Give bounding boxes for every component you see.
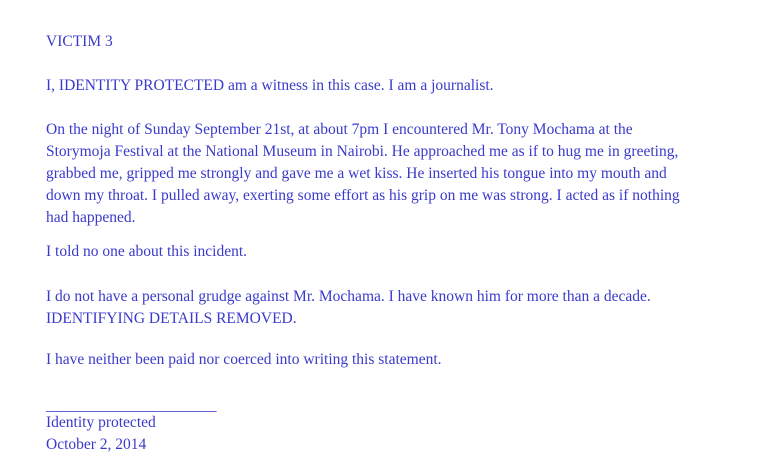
told-no-one-paragraph: I told no one about this incident. xyxy=(46,243,248,260)
payment-paragraph: I have neither been paid nor coerced into writing this statement. xyxy=(46,351,442,368)
account-line: Storymoja Festival at the National Museum in Nairobi. He approached me as if to hug me in greeting, xyxy=(46,143,679,160)
account-line: had happened. xyxy=(46,209,136,226)
account-line: On the night of Sunday September 21st, at about 7pm I encountered Mr. Tony Mochama at the xyxy=(46,121,633,138)
signature-name: Identity protected xyxy=(46,414,156,431)
signature-date: October 2, 2014 xyxy=(46,436,147,453)
signature-line: ______________________ xyxy=(46,397,217,414)
account-line: grabbed me, gripped me strongly and gave me a wet kiss. He inserted his tongue into my mouth and xyxy=(46,165,667,182)
account-line: down my throat. I pulled away, exerting some effort as his grip on me was strong. I acted as if nothing xyxy=(46,187,680,204)
grudge-line: IDENTIFYING DETAILS REMOVED. xyxy=(46,310,297,327)
document-heading: VICTIM 3 xyxy=(46,33,113,50)
grudge-line: I do not have a personal grudge against Mr. Mochama. I have known him for more than a decade. xyxy=(46,288,651,305)
intro-paragraph: I, IDENTITY PROTECTED am a witness in this case. I am a journalist. xyxy=(46,77,494,94)
